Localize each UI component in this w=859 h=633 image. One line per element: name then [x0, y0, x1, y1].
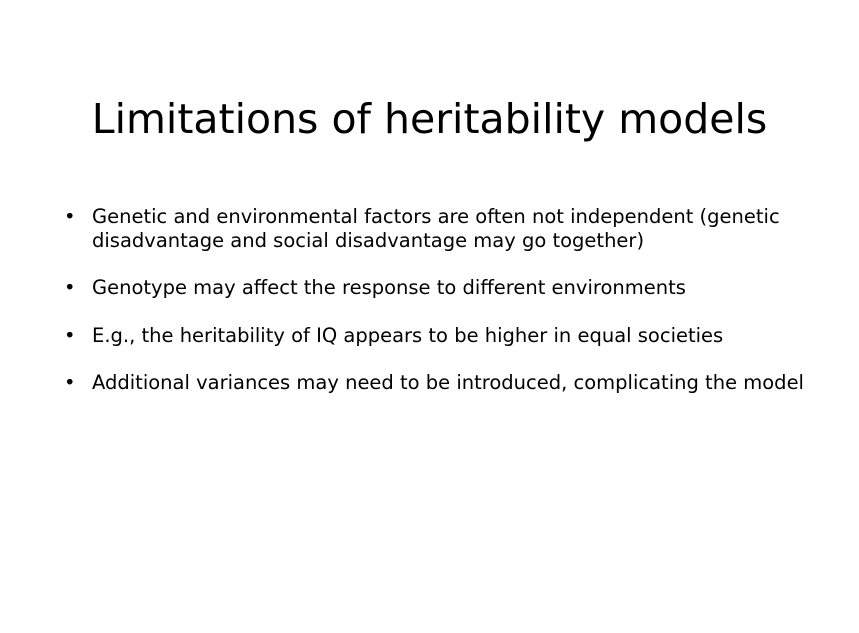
list-item	[62, 276, 822, 300]
list-item	[62, 205, 822, 252]
slide-title: Limitations of heritability models	[91, 95, 768, 143]
bullet-dot-icon: •	[64, 371, 76, 395]
list-item	[62, 324, 822, 348]
bullet-text: Additional variances may need to be introduced, complicating the model	[92, 371, 804, 395]
bullet-dot-icon: •	[64, 276, 76, 300]
slide-body	[62, 205, 822, 395]
bullet-text: E.g., the heritability of IQ appears to be higher in equal societies	[92, 323, 724, 347]
bullet-dot-icon: •	[64, 323, 76, 347]
bullet-dot-icon: •	[64, 205, 76, 228]
bullet-list	[62, 205, 822, 395]
bullet-text: Genotype may affect the response to different environments	[92, 276, 686, 300]
list-item	[62, 371, 822, 395]
bullet-text: Genetic and environmental factors are often not independent (genetic disadvantage and social disadvantage may go together)	[92, 205, 780, 252]
